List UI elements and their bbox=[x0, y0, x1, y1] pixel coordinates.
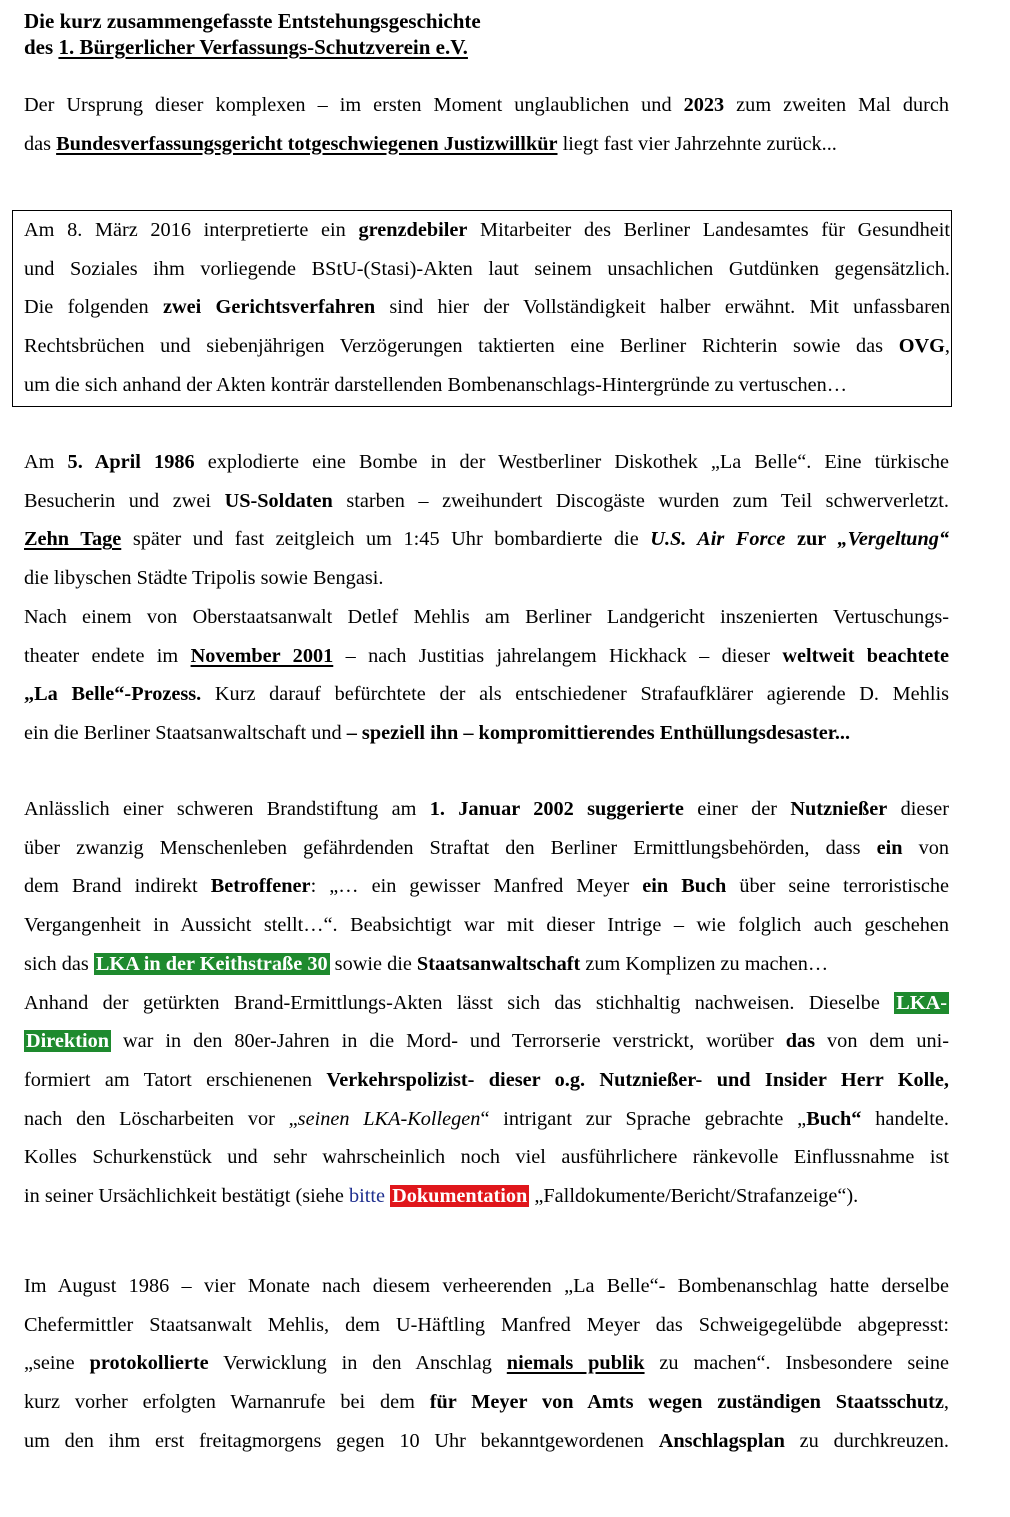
highlight-direktion: Direktion bbox=[26, 1030, 110, 1053]
title-prefix: des bbox=[24, 35, 59, 59]
intro-line-2: das Bundesverfassungsgericht totgeschwiegenen Justizwillkür liegt fast vier Jahrzehnte zurück... bbox=[24, 132, 837, 155]
paragraph-brandstiftung: Anlässlich einer schweren Brandstiftung am 1. Januar 2002 suggerierte einer der Nutznießer dieser über zwanzig Menschenleben gefährdenden Straftat den Berliner Ermittlungsbehörden, dass ein von dem Brand indirekt Betroffener: „… ein gewisser Manfred Meyer ein Buch über seine terroristische Vergangenheit in Aussicht stellt…“. Beabsichtigt war mit dieser Intrige – wie folglich auch geschehen sich das LKA in der Keithstraße 30 sowie die Staatsanwaltschaft zum Komplizen zu machen… Anhand der getürkten Brand-Ermittlungs-Akten lässt sich das stichhaltig nachweisen. Dieselbe LKA- Direktion war in den 80er-Jahren in die Mord- und Terrorserie verstrickt, worüber das von dem uni- formiert am Tatort erschienenen Verkehrspolizist- dieser o.g. Nutznießer- und Insider Herr Kolle, nach den Löscharbeiten vor „seinen LKA-Kollegen“ intrigant zur Sprache gebrachte „Buch“ handelte. Kolles Schurkenstück und sehr wahrscheinlich noch viel ausführlichere ränkevolle Einflussnahme ist in seiner Ursächlichkeit bestätigt (siehe bitte Dokumentation „Falldokumente/Bericht/Strafanzeige“). bbox=[24, 798, 950, 1208]
paragraph-la-belle: Am 5. April 1986 explodierte eine Bombe in der Westberliner Diskothek „La Belle“. Eine türkische Besucherin und zwei US-Soldaten starben – zweihundert Discogäste wurden zum Teil schwerverletzt. Zehn Tage später und fast zeitgleich um 1:45 Uhr bombardierte die U.S. Air Force zur „Vergeltung“ die libyschen Städte Tripolis sowie Bengasi. Nach einem von Oberstaatsanwalt Detlef Mehlis am Berliner Landgericht inszenierten Vertuschungs- theater endete im November 2001 – nach Justitias jahrelangem Hickhack – dieser weltweit beachtete „La Belle“-Prozess. Kurz darauf befürchtete der als entschiedener Strafaufklärer agierende D. Mehlis ein die Berliner Staatsanwaltschaft und – speziell ihn – kompromittierendes Enthüllungsdesaster... bbox=[24, 451, 950, 744]
title-association-name: 1. Bürgerlicher Verfassungs-Schutzverein e.V. bbox=[58, 35, 468, 59]
title-line-2 bbox=[24, 34, 481, 60]
dokumentation-link[interactable]: Dokumentation bbox=[392, 1185, 528, 1208]
highlight-lka-keithstrasse: LKA in der Keithstraße 30 bbox=[95, 952, 328, 975]
paragraph-august-1986: Im August 1986 – vier Monate nach diesem verheerenden „La Belle“- Bombenanschlag hatte derselbe Chefermittler Staatsanwalt Mehlis, dem U-Häftling Manfred Meyer das Schweigegelübde abgepresst: „seine protokollierte Verwicklung in den Anschlag niemals publik zu machen“. Insbesondere seine kurz vorher erfolgten Warnanrufe bei dem für Meyer von Amts wegen zuständigen Staatsschutz, um den ihm erst freitagmorgens gegen 10 Uhr bekanntgewordenen Anschlagsplan zu durchkreuzen. bbox=[24, 1275, 949, 1452]
boxed-note: Am 8. März 2016 interpretierte ein grenzdebiler Mitarbeiter des Berliner Landesamtes für Gesundheit und Soziales ihm vorliegende BStU-(Stasi)-Akten laut seinem unsachlichen Gutdünken gegensätzlich. Die folgenden zwei Gerichtsverfahren sind hier der Vollständigkeit halber erwähnt. Mit unfassbaren Rechtsbrüchen und siebenjährigen Verzögerungen taktierten eine Berliner Richterin sowie das OVG, um die sich anhand der Akten konträr darstellenden Bombenanschlags-Hintergründe zu vertuschen… bbox=[24, 219, 950, 396]
intro-line-1: Der Ursprung dieser komplexen – im ersten Moment unglaublichen und 2023 zum zweiten Mal durch bbox=[24, 94, 950, 116]
page-title bbox=[24, 8, 481, 60]
intro-paragraph bbox=[24, 86, 949, 163]
highlight-lka: LKA- bbox=[896, 991, 947, 1014]
title-line-1: Die kurz zusammengefasste Entstehungsgeschichte bbox=[24, 9, 481, 33]
